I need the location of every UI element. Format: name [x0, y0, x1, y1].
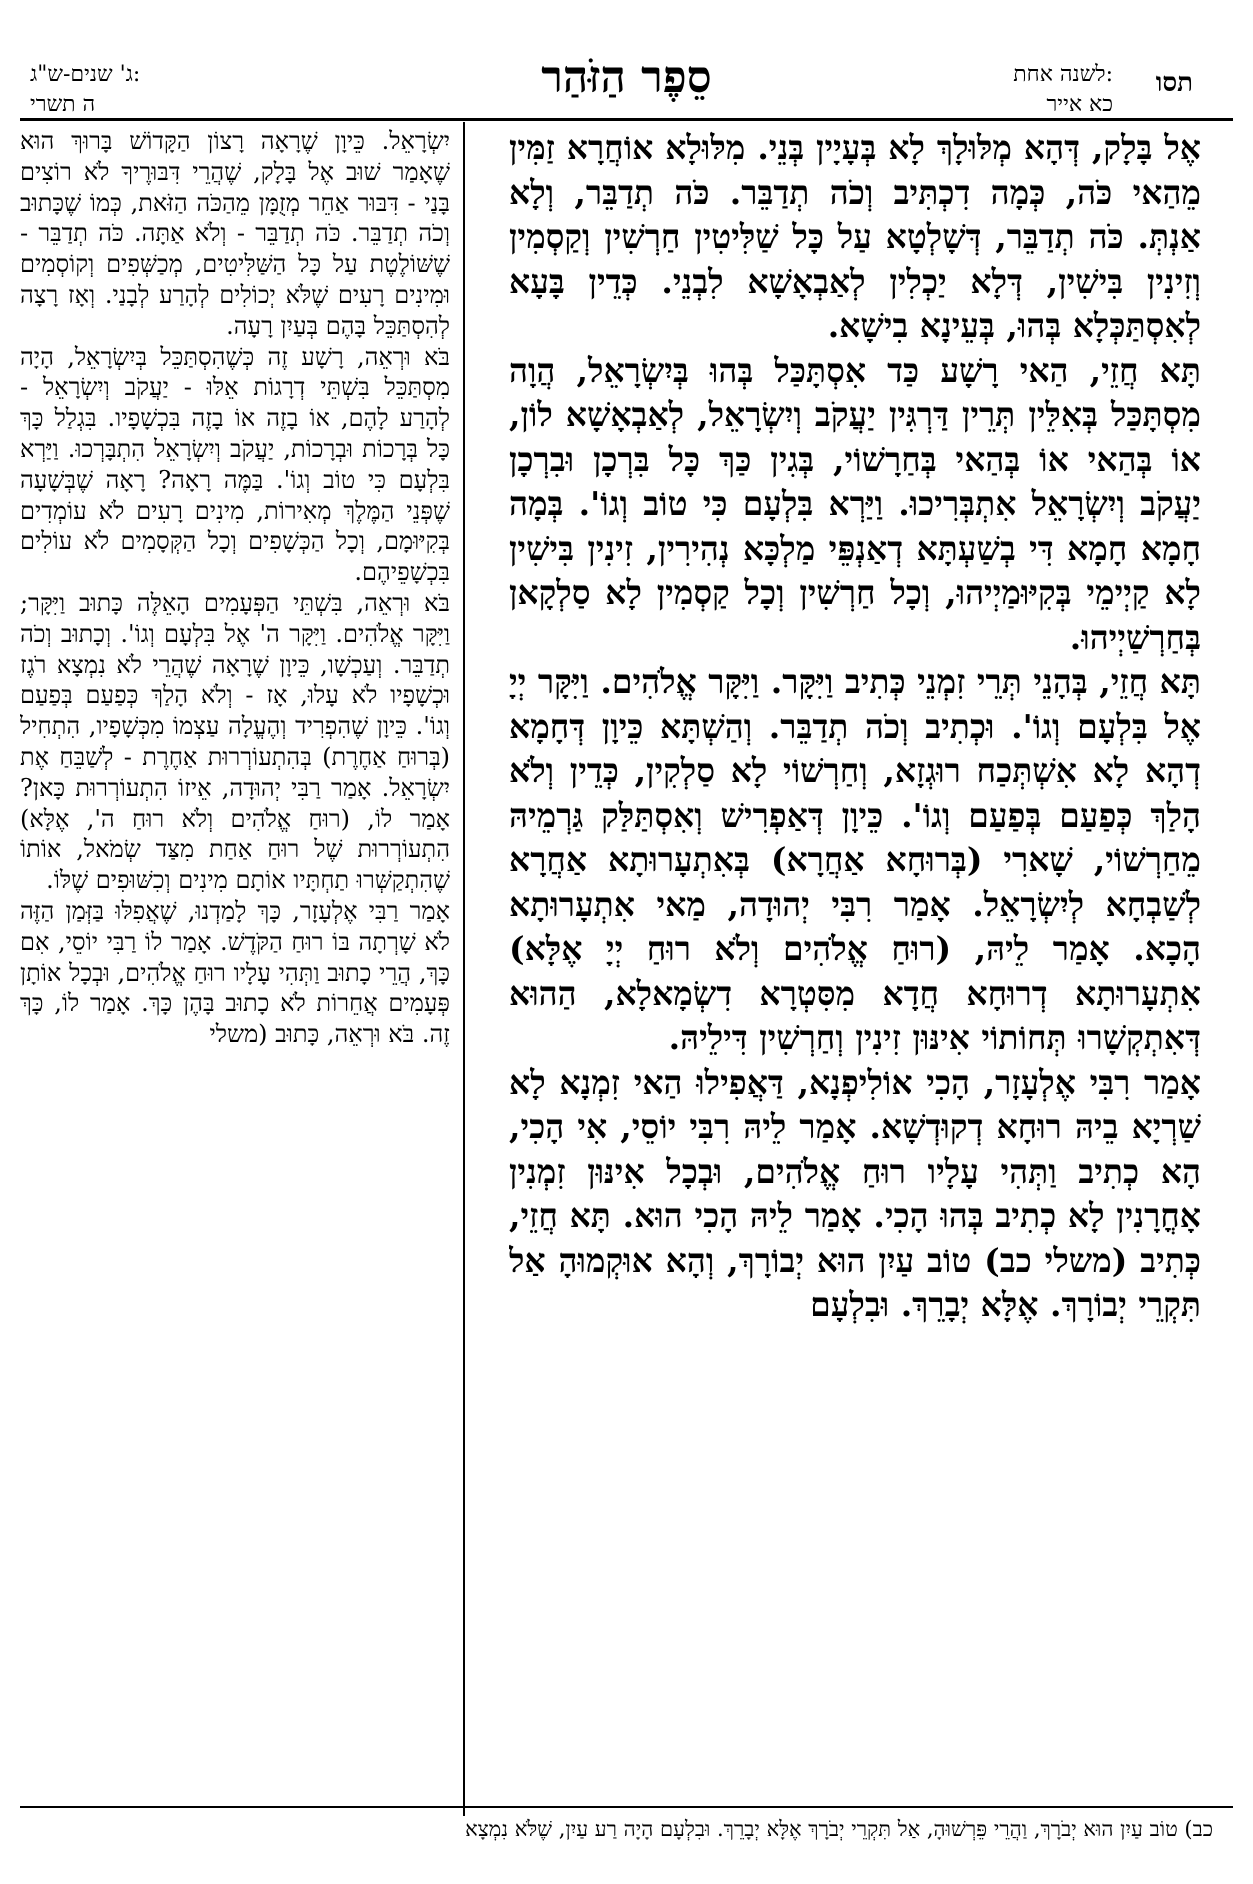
- main-paragraph: תָּא חֲזֵי, הַאי רָשָׁע כַּד אִסְתָּכַּל בְּהוּ בְּיִשְׂרָאֵל, הֲוָה מִסְתָּכַּל בְּאִלֵּין תְּרֵין דַּרְגִּין יַעֲקֹב וְיִשְׂרָאֵל, לְאַבְאָשָׁא לוֹן, אוֹ בְּהַאי אוֹ בְּהַאי בְּחַרָשׁוֹי, בְּגִין כַּךְ כָּל בִּרְכָן וּבִרְכָן יַעֲקֹב וְיִשְׂרָאֵל אִתְבְּרִיכוּ. וַיַּרְא בִּלְעָם כִּי טוֹב וְגוֹ'. בְּמָה חָמָא חָמָא דִּי בְשַׁעְתָּא דְאַנְפֵּי מַלְכָּא נְהִירִין, זִינִין בִּישִׁין לָא קַיְימֵי בְּקִיּוּמַיְיהוּ, וְכָל חַרְשִׁין וְכָל קַסְמִין לָא סַלְקָאן בְּחַרְשַׁיְיהוּ.: [509, 350, 1201, 657]
- date-right: כא אייר: [1046, 92, 1113, 117]
- main-paragraph: תָּא חֲזֵי, בְּהָנֵי תְּרֵי זִמְנֵי כְּתִיב וַיִּקָּר. וַיִּקָּר אֱלֹהִים. וַיִּקָּר יְיָ אֶל בִּלְעָם וְגוֹ'. וּכְתִיב וְכֹה תְדַבֵּר. וְהַשְׁתָּא כֵּיוָן דְּחָמָא דְהָא לָא אִשְׁתְּכַח רוּגְזָא, וְחַרְשׁוֹי לָא סַלְקִין, כְּדֵין וְלֹא הָלַךְ כְּפַעַם בְּפַעַם וְגוֹ'. כֵּיוָן דְּאַפְרִישׁ וְאִסְתַּלַּק גַּרְמֵיהּ מֵחַרְשׁוֹי, שָׁארִי (בְּרוּחָא אַחֲרָא) בְּאִתְעָרוּתָא אַחֲרָא לְשַׁבְחָא לְיִשְׂרָאֵל. אָמַר רִבִּי יְהוּדָה, מַאי אִתְעָרוּתָא הָכָא. אָמַר לֵיהּ, (רוּחַ אֱלֹהִים וְלֹא רוּחַ יְיָ אֶלָּא) אִתְעָרוּתָא דְרוּחָא חֲדָא מִסִּטְרָא דִשְׂמָאלָא, הַהוּא דְּאִתְקְשָׁרוּ תְּחוֹתוֹי אִינּוּן זִינִין וְחַרְשִׁין דִּילֵיהּ.: [509, 662, 1201, 1057]
- main-paragraph: אָמַר רִבִּי אֶלְעָזָר, הָכִי אוֹלִיפְנָא, דַּאֲפִילוּ הַאי זִמְנָא לָא שַׁרְיָא בֵיהּ רוּחָא דְקוּדְשָׁא. אָמַר לֵיהּ רִבִּי יוֹסֵי, אִי הָכִי, הָא כְתִיב וַתְּהִי עָלָיו רוּחַ אֱלֹהִים, וּבְכָל אִינּוּן זִמְנִין אָחֳרָנִין לָא כְתִיב בְּהוּ הָכִי. אָמַר לֵיהּ הָכִי הוּא. תָּא חֲזֵי, כְּתִיב (משלי כב) טוֹב עַיִן הוּא יְבוֹרָךְ, וְהָא אוּקְמוּהָ אַל תִּקְרֵי יְבוֹרָךְ. אֶלָּא יְבָרֵךְ. וּבִלְעָם: [509, 1062, 1201, 1324]
- column-divider: [463, 122, 465, 1816]
- translation-paragraph: בֹּא וּרְאֵה, בִּשְׁתֵּי הַפְּעָמִים הָאֵלֶּה כָּתוּב וַיִּקָּר; וַיִּקָּר אֱלֹהִים. וַיִּקָּר ה' אֶל בִּלְעָם וְגוֹ'. וְכָתוּב וְכֹה תְדַבֵּר. וְעַכְשָׁו, כֵּיוָן שֶׁרָאָה שֶׁהֲרֵי לֹא נִמְצָא רֹגֶז וּכְשָׁפָיו לֹא עָלוּ, אָז - וְלֹא הָלַךְ כְּפַעַם בְּפַעַם וְגוֹ'. כֵּיוָן שֶׁהִפְרִיד וְהֶעֱלָה עַצְמוֹ מִכְּשָׁפָיו, הִתְחִיל (בְּרוּחַ אַחֶרֶת) בְּהִתְעוֹרְרוּת אַחֶרֶת - לְשַׁבֵּחַ אֶת יִשְׂרָאֵל. אָמַר רַבִּי יְהוּדָה, אֵיזוֹ הִתְעוֹרְרוּת כָּאן? אָמַר לוֹ, (רוּחַ אֱלֹהִים וְלֹא רוּחַ ה', אֶלָּא) הִתְעוֹרְרוּת שֶׁל רוּחַ אַחַת מִצַּד שְׂמֹאל, אוֹתוֹ שֶׁהִתְקַשְּׁרוּ תַחְתָּיו אוֹתָם מִינִים וְכִשּׁוּפִים שֶׁלּוֹ.: [20, 588, 450, 895]
- translation-column: [20, 126, 450, 1806]
- footnote: כב) טוֹב עַיִן הוּא יְבֹרָךְ, וַהֲרֵי פֵּרְשׁוּהָ, אַל תִּקְרֵי יְבֹרָךְ אֶלָּא יְבָרֵךְ. וּבִלְעָם הָיָה רַע עַיִן, שֶׁלֹּא נִמְצָא: [465, 1817, 1213, 1841]
- main-paragraph: אֶל בָּלָק, דְּהָא מְלּוּלָךְ לָא בְּעָיָין בְּנֵי. מִלּוּלָא אוֹחֲרָא זַמִּין מֵהַאי כֹּה, כְּמָה דִכְתִּיב וְכֹה תְדַבֵּר. כֹּה תְדַבֵּר, וְלָא אַנְתְּ. כֹּה תְדַבֵּר, דְּשָׁלְטָא עַל כָּל שַׁלִּיטִין חַרְשִׁין וְקַסְמִין וְזִינִין בִּישִׁין, דְּלָא יַכְלִין לְאַבְאָשָׁא לִבְנֵי. כְּדֵין בָּעָא לְאִסְתַּכְּלָא בְּהוּ, בְּעֵינָא בִישָׁא.: [509, 128, 1201, 345]
- footer-divider: [20, 1806, 1233, 1808]
- translation-paragraph: יִשְׂרָאֵל. כֵּיוָן שֶׁרָאָה רָצוֹן הַקָּדוֹשׁ בָּרוּךְ הוּא שֶׁאָמַר שׁוּב אֶל בָּלָק, שֶׁהֲרֵי דִּבּוּרֶיךָ לֹא רוֹצִים בָּנַי - דִּבּוּר אַחֵר מְזֻמָּן מֵהַכֹּה הַזֹּאת, כְּמוֹ שֶׁכָּתוּב וְכֹה תְדַבֵּר. כֹּה תְדַבֵּר - וְלֹא אַתָּה. כֹּה תְדַבֵּר - שֶׁשּׁוֹלֶטֶת עַל כָּל הַשַּׁלִּיטִים, מְכַשְּׁפִים וְקוֹסְמִים וּמִינִים רָעִים שֶׁלֹּא יְכוֹלִים לְהָרַע לְבָנַי. וְאָז רָצָה לְהִסְתַּכֵּל בָּהֶם בְּעַיִן רָעָה.: [20, 127, 450, 340]
- header-divider: [20, 118, 1233, 121]
- study-schedule-left: [30, 60, 140, 120]
- page-number: תסו: [1155, 68, 1193, 98]
- main-text-column: [509, 126, 1201, 1806]
- translation-paragraph: בֹּא וּרְאֵה, רָשָׁע זֶה כְּשֶׁהִסְתַּכֵּל בְּיִשְׂרָאֵל, הָיָה מִסְתַּכֵּל בִּשְׁתֵּי דְרָגוֹת אֵלּוּ - יַעֲקֹב וְיִשְׂרָאֵל - לְהָרַע לָהֶם, אוֹ בָזֶה אוֹ בָזֶה בִּכְשָׁפָיו. בִּגְלַל כָּךְ כָּל בְּרָכוֹת וּבְרָכוֹת, יַעֲקֹב וְיִשְׂרָאֵל הִתְבָּרְכוּ. וַיַּרְא בִּלְעָם כִּי טוֹב וְגוֹ'. בַּמֶּה רָאָה? רָאָה שֶׁבְּשָׁעָה שֶׁפְּנֵי הַמֶּלֶךְ מְאִירוֹת, מִינִים רָעִים לֹא עוֹמְדִים בְּקִיּוּמָם, וְכָל הַכְּשָׁפִים וְכָל הַקְּסָמִים לֹא עוֹלִים בִּכְשָׁפֵיהֶם.: [20, 342, 450, 587]
- cycle-label: ג' שנים-ש"ג:: [30, 62, 141, 87]
- book-title: סֵפֶר הַזֹּהַר: [541, 52, 712, 103]
- translation-paragraph: אָמַר רַבִּי אֶלְעָזָר, כָּךְ לָמַדְנוּ, שֶׁאֲפִלּוּ בַּזְּמַן הַזֶּה לֹא שָׁרְתָה בּוֹ רוּחַ הַקֹּדֶשׁ. אָמַר לוֹ רַבִּי יוֹסֵי, אִם כָּךְ, הֲרֵי כָתוּב וַתְּהִי עָלָיו רוּחַ אֱלֹהִים, וּבְכָל אוֹתָן פְּעָמִים אֲחֵרוֹת לֹא כָתוּב בָּהֶן כָּךְ. אָמַר לוֹ, כָּךְ זֶה. בֹּא וּרְאֵה, כָּתוּב (משלי: [20, 896, 450, 1049]
- study-plan-label: לשנה אחת:: [1013, 62, 1113, 87]
- date-left: ה תשרי: [30, 92, 96, 117]
- page-header: [0, 38, 1253, 118]
